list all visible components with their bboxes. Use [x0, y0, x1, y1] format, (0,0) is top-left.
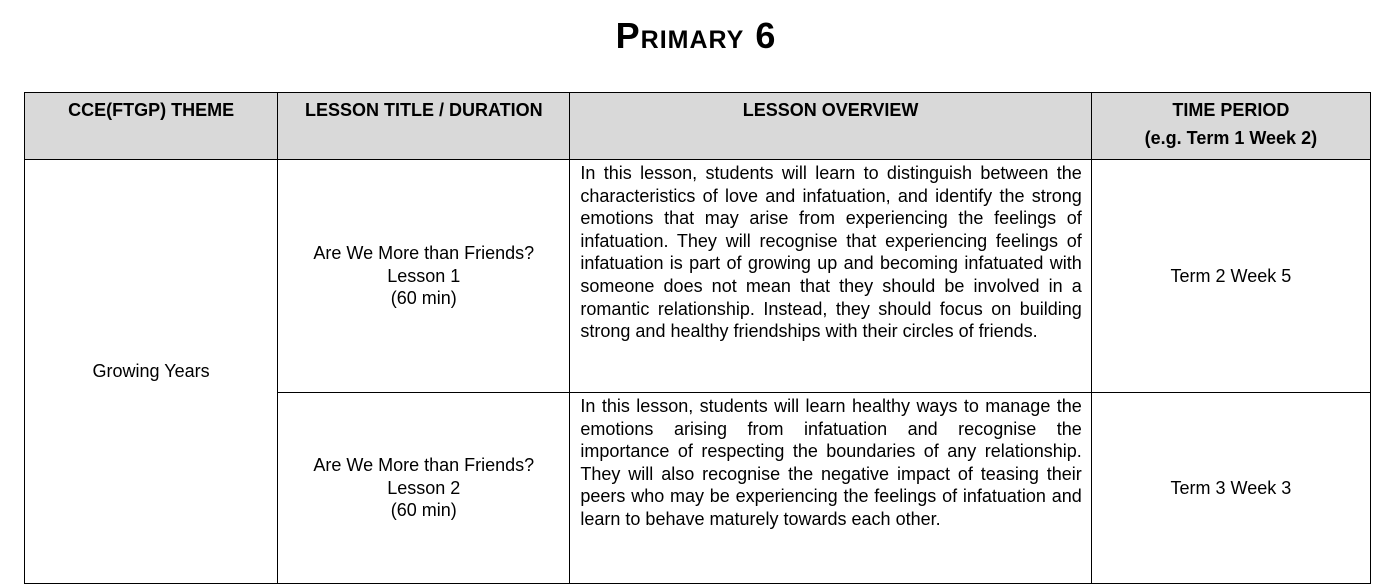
- header-time-period-line1: TIME PERIOD: [1172, 100, 1290, 120]
- time-period-cell: Term 2 Week 5: [1091, 160, 1370, 393]
- lesson-overview-cell: In this lesson, students will learn healthy ways to manage the emotions arising from infatuation and recognise the importance of respecting the boundaries of any relationship. They will also recognise the negative impact of teasing their peers who may be experiencing the feelings of infatuation and learn to behave maturely towards each other.: [570, 393, 1091, 584]
- header-overview: LESSON OVERVIEW: [570, 93, 1091, 160]
- header-lesson-title: LESSON TITLE / DURATION: [278, 93, 570, 160]
- lesson-title: Are We More than Friends?: [313, 455, 535, 476]
- lesson-number: Lesson 2: [387, 477, 461, 498]
- header-time-period-line2: (e.g. Term 1 Week 2): [1144, 128, 1318, 148]
- lesson-plan-table: [24, 92, 1371, 584]
- lesson-number: Lesson 1: [387, 265, 461, 286]
- header-time-period: [1091, 93, 1370, 160]
- lesson-duration: (60 min): [390, 288, 457, 309]
- table-header-row: [25, 93, 1371, 160]
- lesson-overview-cell: In this lesson, students will learn to distinguish between the characteristics of love and infatuation, and identify the strong emotions that may arise from experiencing the feelings of infatuation. They will recognise that experiencing feelings of infatuation is part of growing up and becoming infatuated with someone does not mean that they should be involved in a romantic relationship. Instead, they should focus on building strong and healthy friendships with their circles of friends.: [570, 160, 1091, 393]
- lesson-duration: (60 min): [390, 500, 457, 521]
- table-row: [25, 160, 1371, 393]
- page-title: Primary 6: [615, 15, 777, 56]
- lesson-title-cell: [278, 393, 570, 584]
- time-period-cell: Term 3 Week 3: [1091, 393, 1370, 584]
- lesson-title-cell: [278, 160, 570, 393]
- header-theme: CCE(FTGP) THEME: [25, 93, 278, 160]
- theme-cell: Growing Years: [25, 160, 278, 584]
- lesson-title: Are We More than Friends?: [313, 243, 535, 264]
